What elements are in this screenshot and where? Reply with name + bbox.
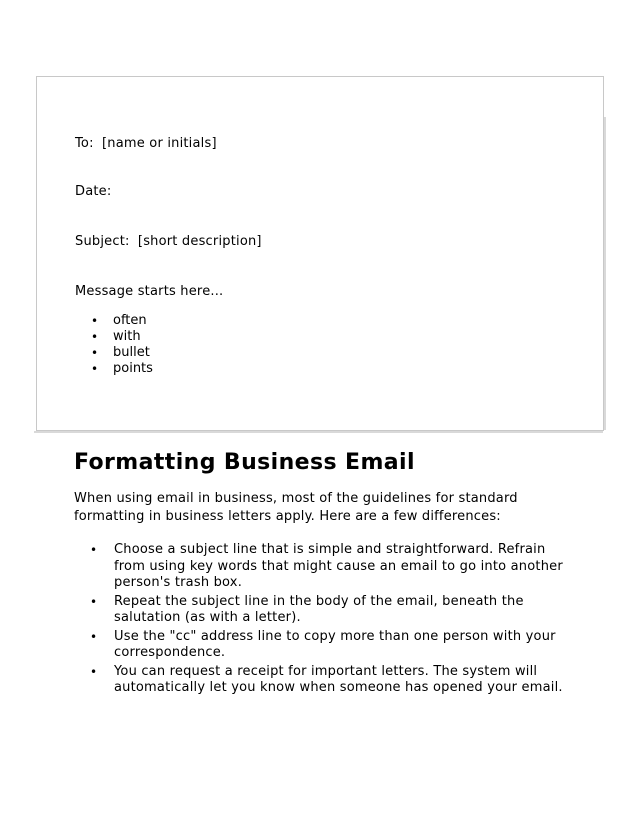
list-item: • bullet <box>91 345 150 360</box>
date-label: Date: <box>75 184 112 199</box>
bullet-icon: • <box>90 664 98 679</box>
bullet-icon: • <box>91 314 99 328</box>
subject-label: Subject: <box>75 234 130 249</box>
list-item: • with <box>91 329 141 344</box>
page-title: Formatting Business Email <box>74 450 415 475</box>
subject-value: [short description] <box>137 234 262 249</box>
bullet-icon: • <box>91 330 99 344</box>
tips-list <box>74 542 574 699</box>
intro-paragraph: When using email in business, most of the guidelines for standard formatting in business letters apply. Here are a few differences: <box>74 491 518 524</box>
message-start: Message starts here... <box>75 284 224 299</box>
to-label: To: <box>75 136 94 151</box>
to-line <box>75 136 217 151</box>
to-value: [name or initials] <box>102 136 217 151</box>
list-item: • often <box>91 313 147 328</box>
list-item: • Repeat the subject line in the body of the email, beneath the salutation (as with a letter). <box>90 593 524 625</box>
bullet-icon: • <box>91 346 99 360</box>
list-item: • You can request a receipt for important letters. The system will automatically let you know when someone has opened your email. <box>90 663 563 695</box>
list-item: • Choose a subject line that is simple and straightforward. Refrain from using key words that might cause an email to go into another person's trash box. <box>90 542 563 590</box>
subject-line <box>75 234 262 249</box>
list-item: • points <box>91 361 153 376</box>
date-line <box>75 184 115 199</box>
list-item: • Use the "cc" address line to copy more than one person with your correspondence. <box>90 628 556 660</box>
bullet-icon: • <box>91 362 99 376</box>
bullet-icon: • <box>90 594 98 609</box>
email-template-box <box>36 76 604 431</box>
bullet-icon: • <box>90 543 98 557</box>
email-bullet-list <box>75 313 153 377</box>
bullet-icon: • <box>90 629 98 644</box>
